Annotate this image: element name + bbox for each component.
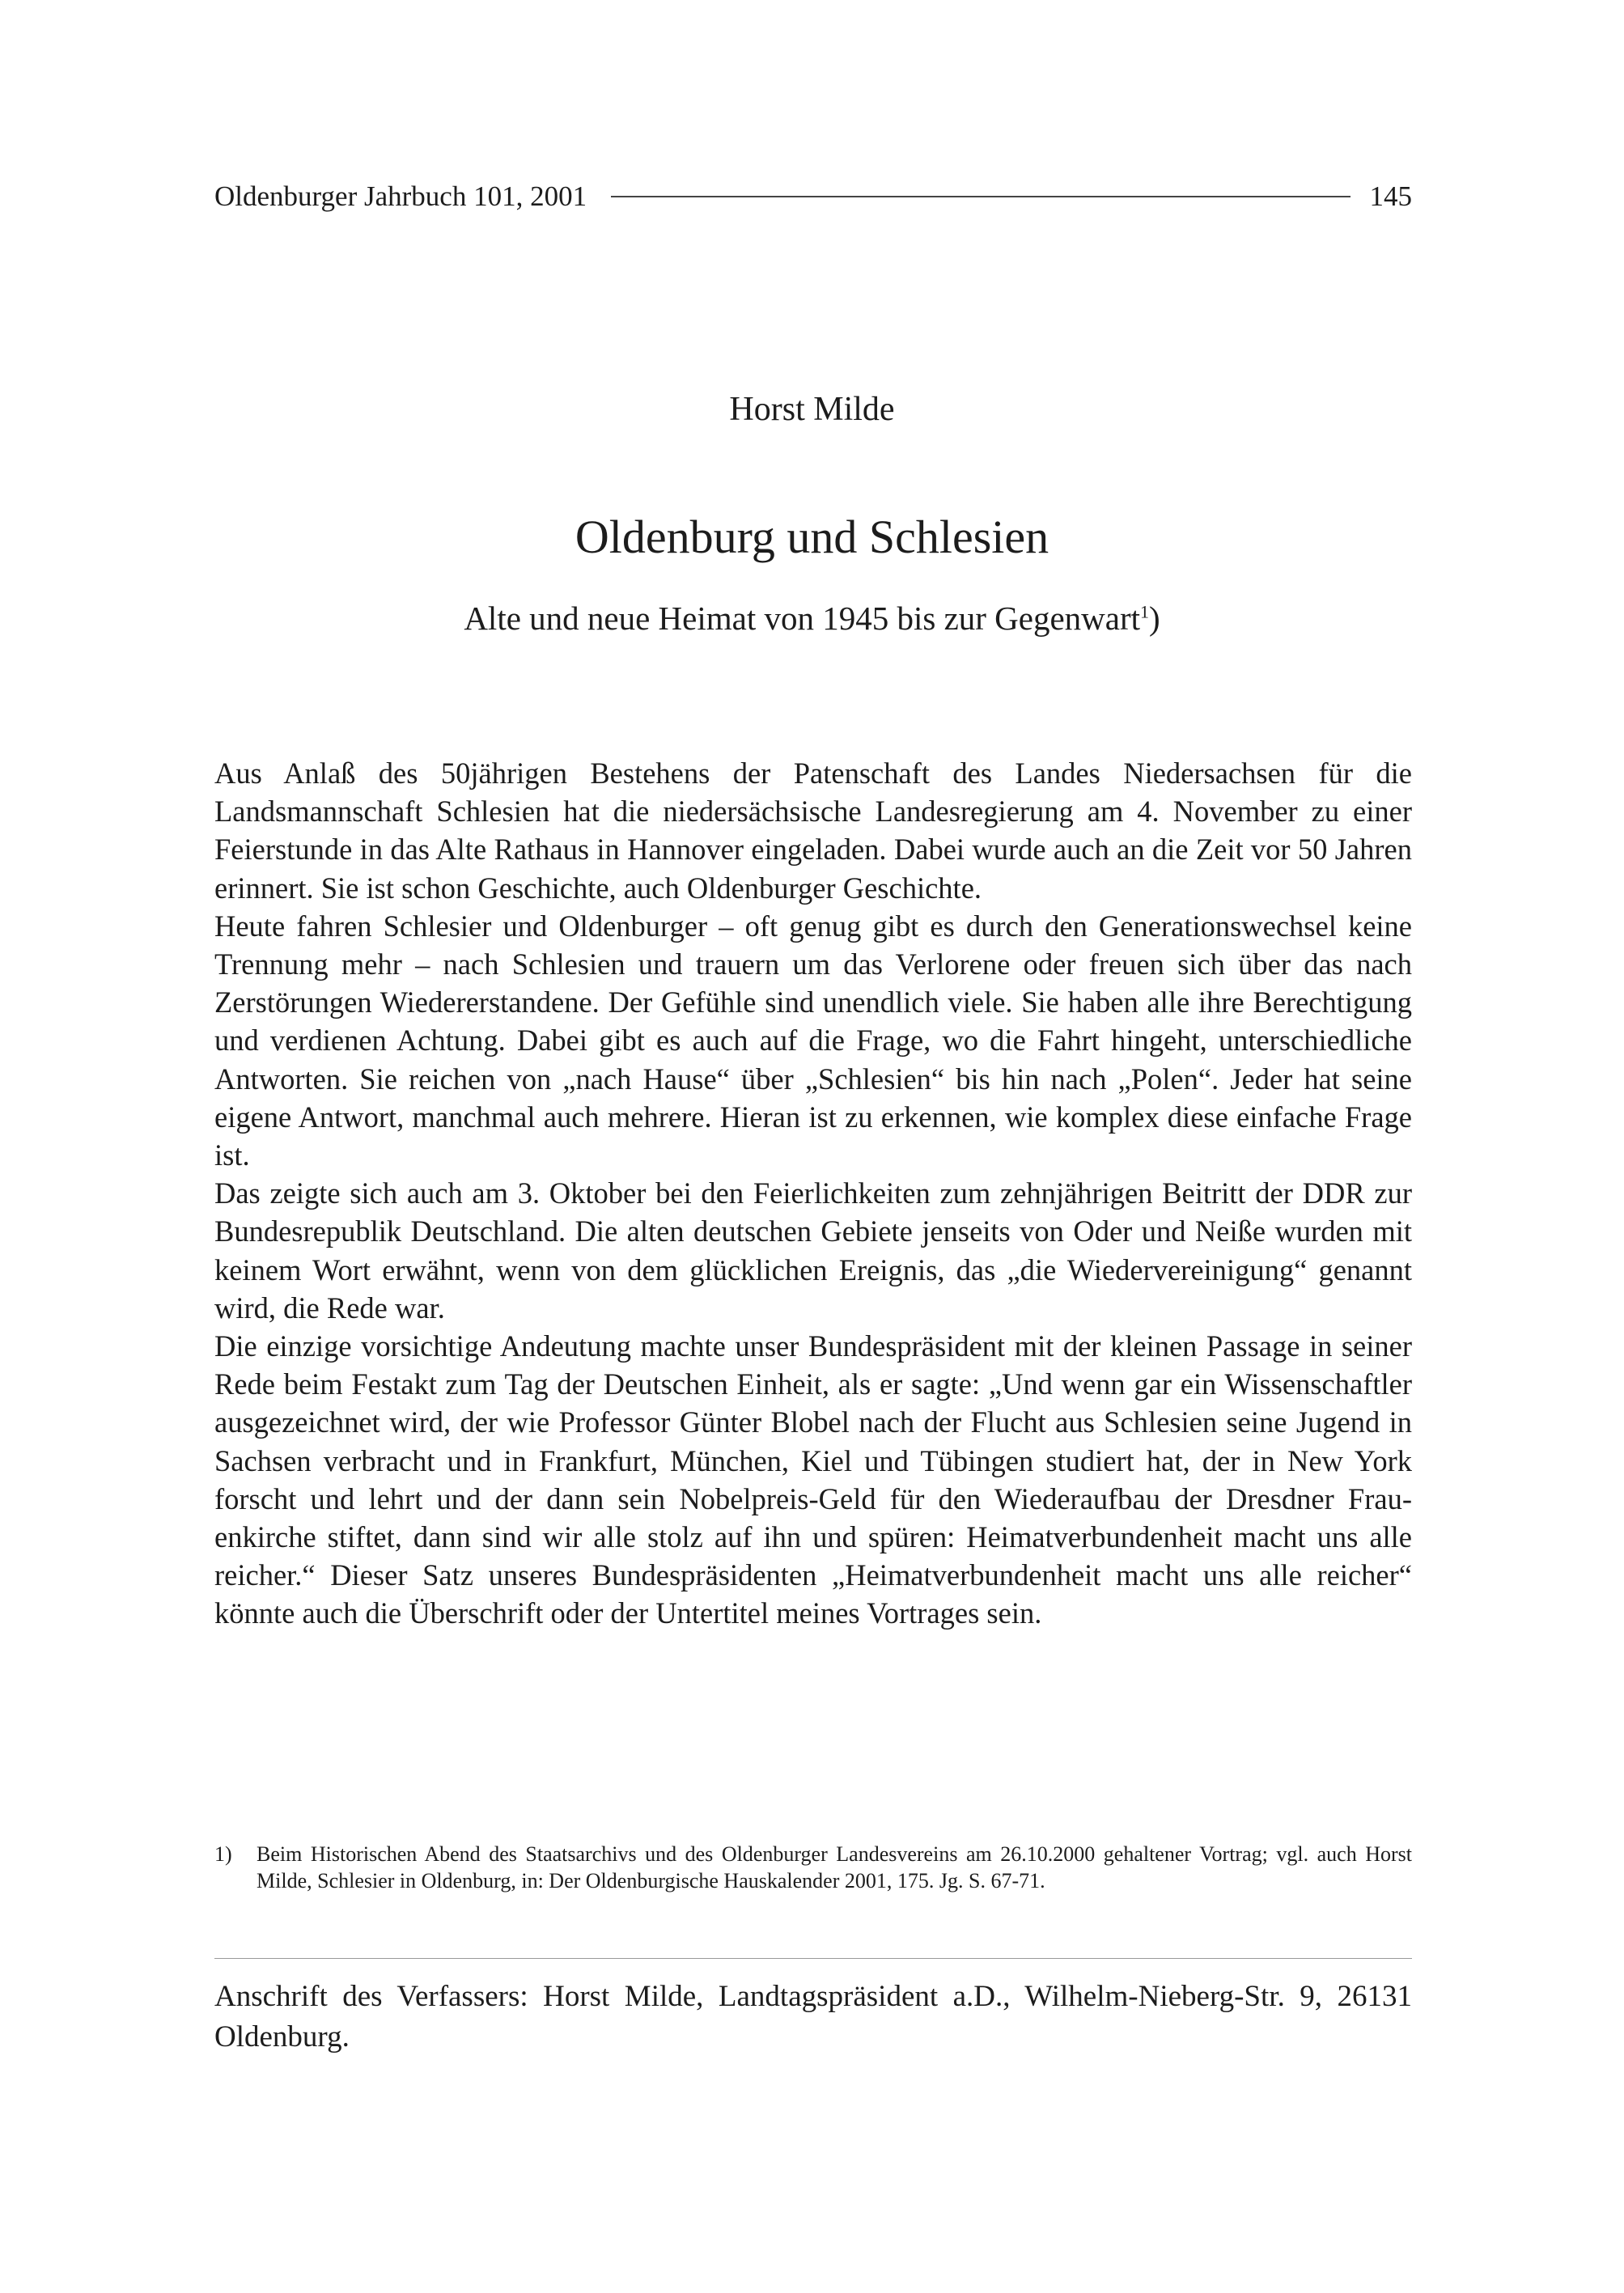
article-author: Horst Milde (729, 391, 895, 428)
article-title: Oldenburg und Schlesien (575, 511, 1049, 563)
article-subtitle (0, 599, 1624, 638)
paragraph-1: Aus Anlaß des 50jährigen Bestehens der Patenschaft des Landes Niedersachsen für die Landsmannschaft Schlesien hat die niedersächsische Landesregierung am 4. November zu einer Feierstunde in das Alte Rathaus in Hannover eingeladen. Dabei wurde auch an die Zeit vor 50 Jahren erinnert. Sie ist schon Geschichte, auch Oldenburger Geschichte. (214, 757, 1412, 905)
subtitle-close: ) (1149, 600, 1160, 637)
paragraph-3: Das zeigte sich auch am 3. Oktober bei den Feierlichkeiten zum zehnjährigen Beitritt der DDR zur Bundesrepublik Deutschland. Die alten deutschen Gebiete jenseits von Oder und Neiße wurden mit keinem Wort erwähnt, wenn von dem glücklichen Ereignis, das „die Wiedervereinigung“ genannt wird, die Rede war. (214, 1176, 1412, 1325)
running-header (214, 176, 1412, 217)
paragraph-2: Heute fahren Schlesier und Oldenburger – oft genug gibt es durch den Generationswechsel keine Trennung mehr – nach Schlesien und trauern um das Verlorene oder freuen sich über das nach Zerstörungen Wiedererstandene. Der Gefühle sind unendlich viele. Sie haben alle ihre Berechtigung und verdienen Achtung. Dabei gibt es auch auf die Frage, wo die Fahrt hingeht, unterschiedliche Antworten. Sie reichen von „nach Hause“ über „Schlesien“ bis hin nach „Polen“. Jeder hat seine eigene Antwort, manchmal auch mehrere. Hieran ist zu erkennen, wie komplex diese einfache Frage ist. (214, 909, 1412, 1172)
footnote (214, 1841, 1412, 1894)
footnote-mark: 1) (214, 1842, 232, 1866)
footnote-reference[interactable]: 1 (1140, 601, 1150, 622)
page-number: 145 (1369, 180, 1412, 212)
footnote-text: Beim Historischen Abend des Staatsarchivs und des Oldenburger Landesvereins am 26.10.2000 gehaltener Vortrag; vgl. auch Horst Milde, Schlesier in Oldenburg, in: Der Oldenburgische Hauskalender 2001, 175. Jg. S. 67-71. (257, 1842, 1412, 1892)
journal-citation: Oldenburger Jahrbuch 101, 2001 (214, 180, 587, 212)
paragraph-4: Die einzige vorsichtige Andeutung machte unser Bundespräsident mit der kleinen Passage in seiner Rede beim Festakt zum Tag der Deutschen Einheit, als er sagte: „Und wenn gar ein Wissenschaftler ausgezeichnet wird, der wie Professor Günter Blobel nach der Flucht aus Schlesien seine Jugend in Sachsen verbracht und in Frankfurt, München, Kiel und Tübingen studiert hat, der in New York forscht und lehrt und der dann sein Nobelpreis-Geld für den Wiederaufbau der Dresdner Frauenkirche stiftet, dann sind wir alle stolz auf ihn und spüren: Heimatverbundenheit macht uns alle reicher.“ Dieser Satz unseres Bundespräsidenten „Heimatverbundenheit macht uns alle reicher“ könnte auch die Überschrift oder der Untertitel meines Vortrages sein. (214, 1329, 1412, 1630)
footnote-divider (214, 1958, 1412, 1959)
author-address: Anschrift des Verfassers: Horst Milde, Landtagspräsident a.D., Wilhelm-Nieberg-Str. 9, 26131 Oldenburg. (214, 1980, 1412, 2054)
article-body (214, 754, 1412, 1633)
header-rule (611, 196, 1350, 197)
subtitle-text: Alte und neue Heimat von 1945 bis zur Gegenwart (464, 600, 1141, 637)
